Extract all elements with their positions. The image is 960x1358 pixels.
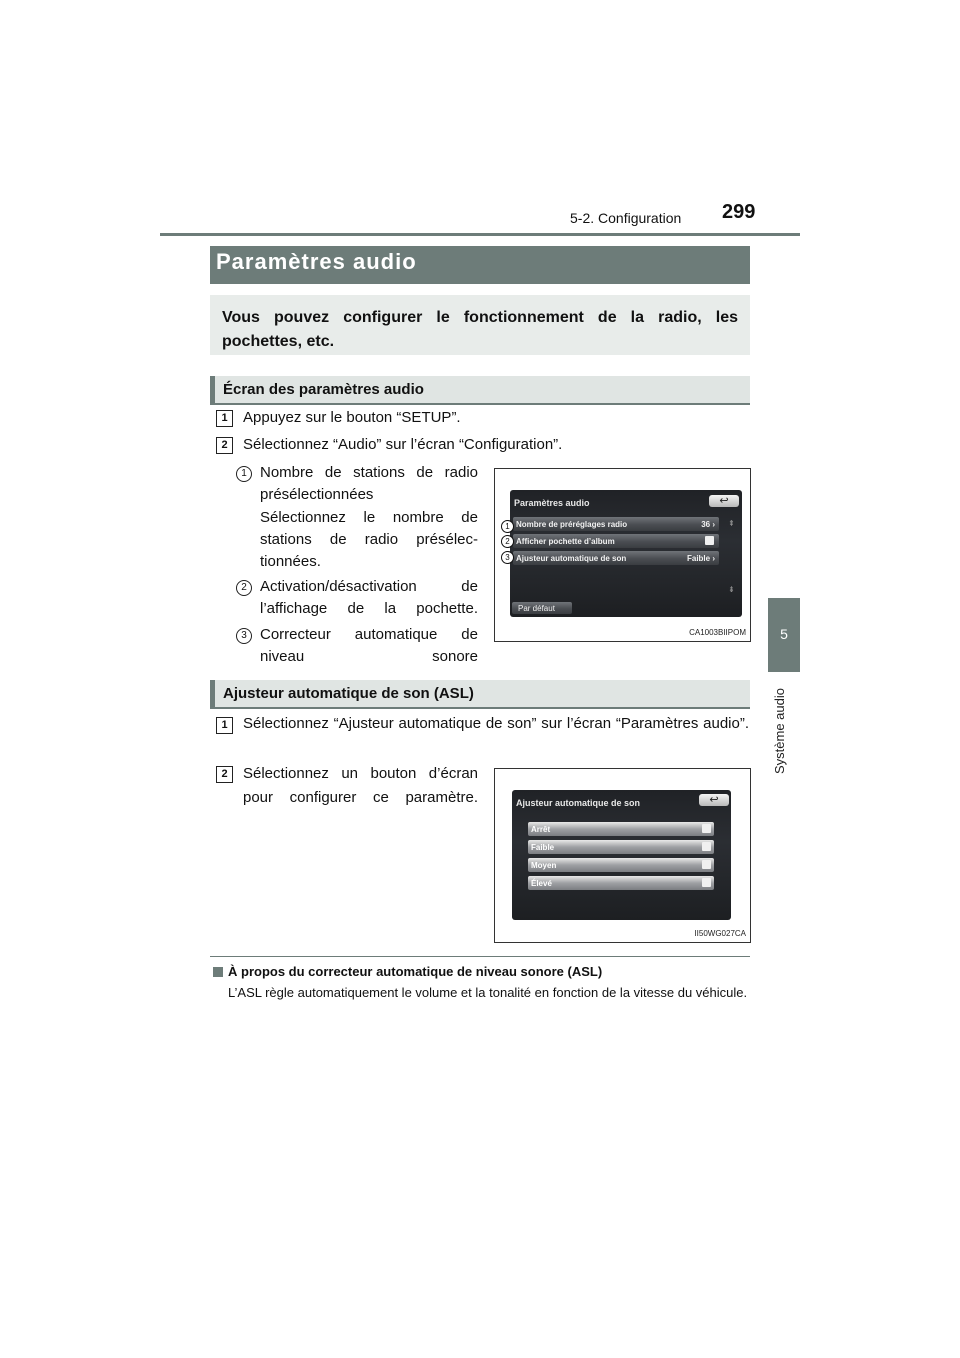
item-marker: 1: [236, 466, 252, 482]
step-marker: 2: [216, 766, 233, 783]
step-text: Appuyez sur le bouton “SETUP”.: [243, 409, 461, 426]
default-button[interactable]: Par défaut: [512, 602, 572, 614]
step-marker: 1: [216, 410, 233, 427]
step-marker: 2: [216, 437, 233, 454]
page-number: 299: [722, 201, 756, 223]
row-presets[interactable]: Nombre de préréglages radio 36 ›: [513, 517, 719, 531]
item-title: Activation/désactivation de l’affichage de la pochette.: [260, 578, 478, 617]
option-medium[interactable]: Moyen: [528, 858, 714, 872]
screen-title: Ajusteur automatique de son: [516, 798, 641, 808]
device-screen: [512, 790, 731, 920]
side-tab-number: 5: [780, 626, 788, 642]
screen-title: Paramètres audio: [514, 498, 590, 508]
callout-marker: 3: [501, 551, 514, 564]
radio-indicator: [702, 860, 711, 869]
note-body: L’ASL règle automatiquement le volume et la tonalité en fonction de la vitesse du véhicule.: [228, 985, 748, 1000]
option-high[interactable]: Élevé: [528, 876, 714, 890]
page-title: Paramètres audio: [216, 249, 417, 274]
note-rule: [210, 956, 750, 957]
step-text: Sélectionnez “Audio” sur l’écran “Configuration”.: [243, 436, 563, 453]
section-heading-asl: Ajusteur automatique de son (ASL): [223, 685, 474, 702]
step-text: Sélectionnez un bouton d’écran pour configurer ce paramètre.: [243, 765, 478, 806]
scroll-down-icon[interactable]: ⇟: [728, 585, 735, 594]
radio-indicator: [702, 824, 711, 833]
back-arrow-icon[interactable]: ↩: [699, 794, 729, 806]
note-bullet-icon: [213, 967, 223, 977]
section-heading-accent: [210, 376, 215, 403]
screenshot-asl: [494, 768, 751, 943]
radio-indicator: [702, 842, 711, 851]
section-heading-accent: [210, 680, 215, 707]
option-low[interactable]: Faible: [528, 840, 714, 854]
item-title: Correcteur automatique de niveau sonore: [260, 626, 478, 665]
section-reference: 5-2. Configuration: [570, 210, 682, 226]
callout-marker: 1: [501, 520, 514, 533]
item-marker: 2: [236, 580, 252, 596]
row-album-art[interactable]: Afficher pochette d’album: [513, 534, 719, 548]
side-tab-label: Système audio: [772, 688, 787, 774]
item-marker: 3: [236, 628, 252, 644]
intro-text: Vous pouvez configurer le fonctionnement de la radio, les pochettes, etc.: [222, 309, 738, 350]
device-screen: [510, 490, 742, 617]
note-title: À propos du correcteur automatique de niveau sonore (ASL): [228, 964, 603, 979]
option-off[interactable]: Arrêt: [528, 822, 714, 836]
scroll-up-icon[interactable]: ⇞: [728, 519, 735, 528]
checkbox[interactable]: [705, 536, 714, 545]
row-asl[interactable]: Ajusteur automatique de son Faible ›: [513, 551, 719, 565]
item-title: Nombre de stations de radio présélectionnées: [260, 464, 478, 503]
screenshot-audio-settings: [494, 468, 751, 642]
header-rule: [160, 233, 800, 236]
section-heading-audio-settings: Écran des paramètres audio: [223, 381, 424, 398]
figure-code: II50WG027CA: [694, 929, 746, 938]
step-text: Sélectionnez “Ajusteur automatique de son” sur l’écran “Paramètres audio”.: [243, 715, 749, 732]
back-arrow-icon[interactable]: ↩: [709, 495, 739, 507]
figure-code: CA1003BIIPOM: [689, 628, 746, 637]
step-marker: 1: [216, 717, 233, 734]
callout-marker: 2: [501, 535, 514, 548]
item-description: Sélectionnez le nombre de stations de radio présélectionnées.: [260, 509, 478, 570]
radio-indicator: [702, 878, 711, 887]
